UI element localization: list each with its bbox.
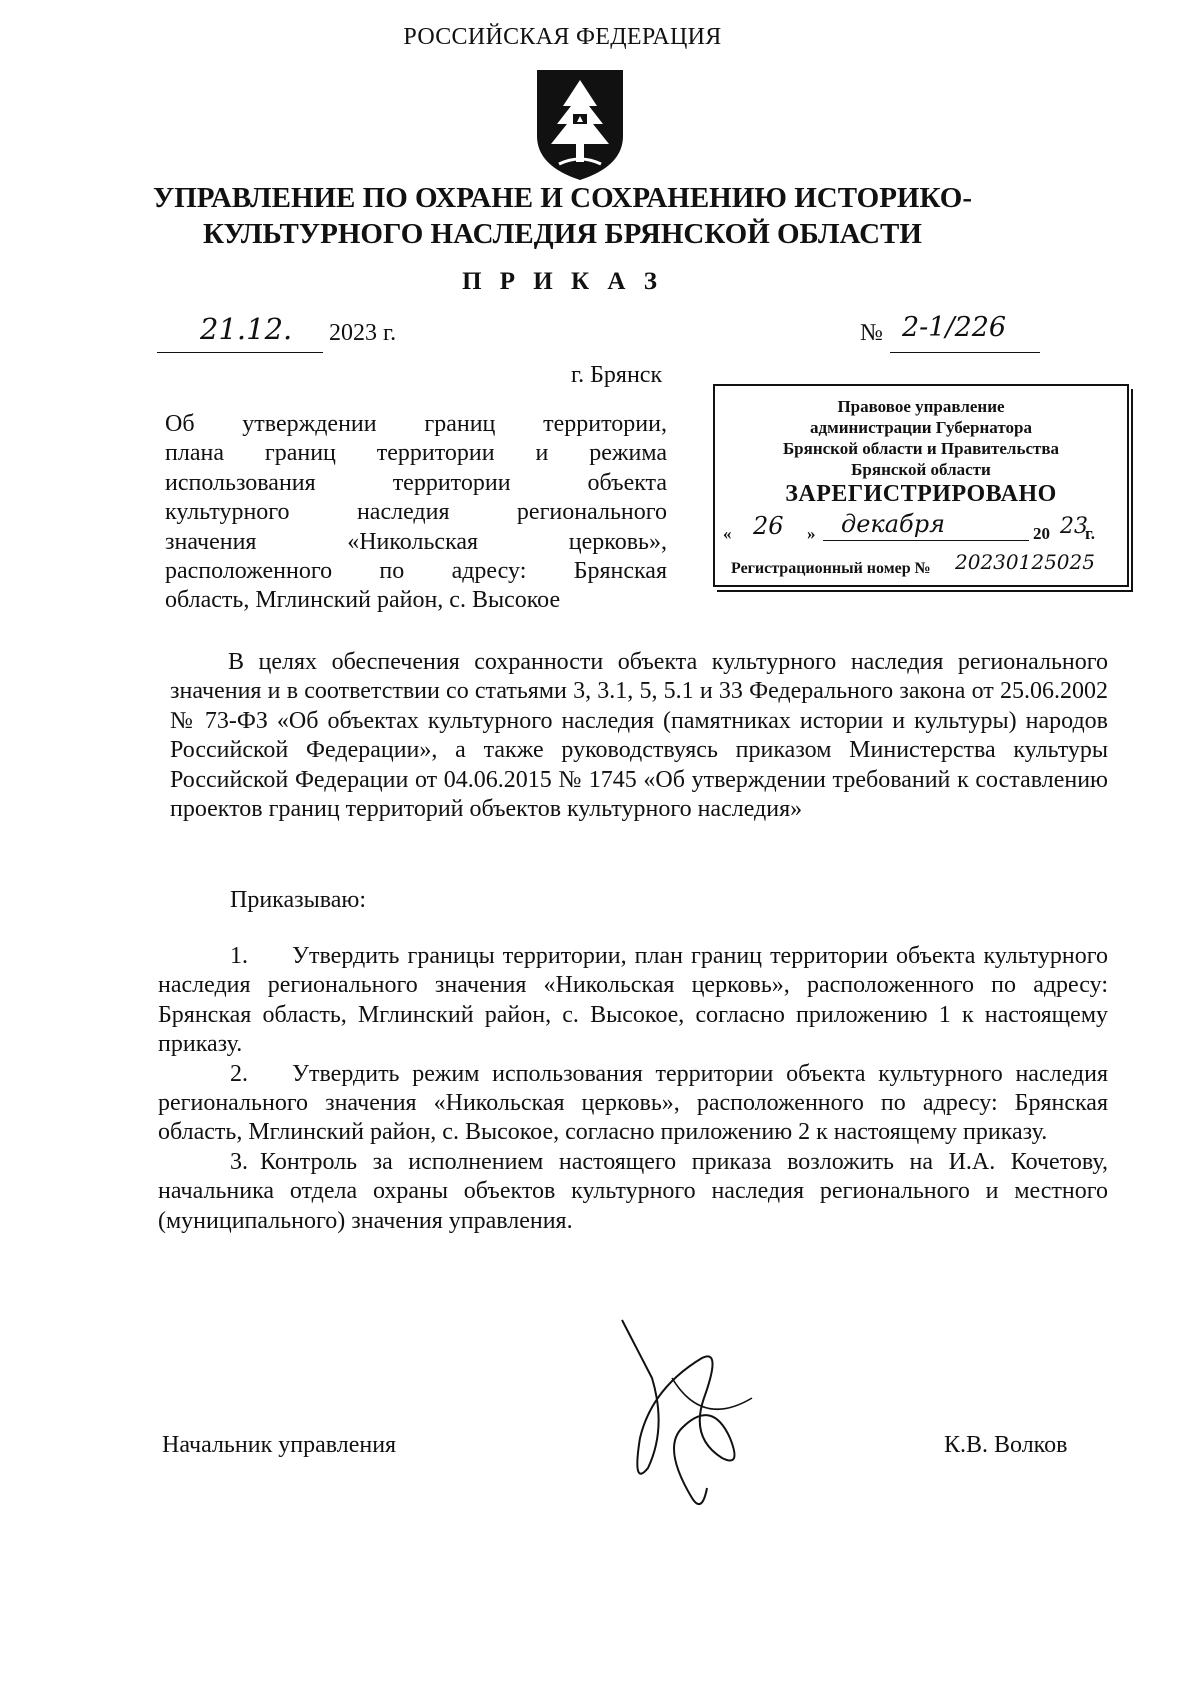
handwritten-signature-icon bbox=[612, 1318, 762, 1518]
document-type: П Р И К А З bbox=[462, 268, 663, 295]
order-item bbox=[158, 1148, 1108, 1236]
order-word: Приказываю: bbox=[230, 887, 366, 913]
subject-line: культурного наследия регионального bbox=[165, 499, 667, 526]
stamp-year: 23 bbox=[1060, 514, 1088, 539]
stamp-org-line: Правовое управление bbox=[837, 397, 1005, 416]
item-text: Контроль за исполнением настоящего приказа возложить на И.А. Кочетову, начальника отдела охраны объектов культурного наследия регионального и местного (муниципального) значения управления. bbox=[158, 1148, 1108, 1234]
organization-name bbox=[0, 180, 1125, 252]
order-date: 21.12. bbox=[200, 312, 293, 346]
stamp-quote-open: « bbox=[723, 524, 732, 543]
stamp-day: 26 bbox=[753, 512, 784, 540]
stamp-quote-close: » bbox=[807, 524, 816, 543]
stamp-date bbox=[723, 510, 1123, 546]
stamp-organization bbox=[715, 396, 1127, 480]
stamp-reg-number: 20230125025 bbox=[955, 550, 1095, 574]
subject-line: значения «Никольская церковь», bbox=[165, 528, 667, 555]
item-number: 2. bbox=[230, 1060, 248, 1087]
stamp-month-underline bbox=[823, 540, 1029, 541]
order-items bbox=[158, 942, 1108, 1236]
item-text: Утвердить границы территории, план границ территории объекта культурного наследия регионального значения «Никольская церковь», расположенного по адресу: Брянская область, Мглинский район, с. Высокое, согласно приложению 1 к настоящему приказу. bbox=[158, 943, 1108, 1058]
stamp-org-line: Брянской области bbox=[851, 460, 991, 479]
order-item bbox=[158, 1060, 1108, 1148]
country-header: РОССИЙСКАЯ ФЕДЕРАЦИЯ bbox=[403, 24, 722, 50]
order-subject bbox=[165, 410, 667, 616]
item-number: 1. bbox=[230, 943, 248, 969]
order-number-label: № bbox=[860, 320, 883, 346]
registration-stamp bbox=[713, 384, 1129, 587]
preamble-text: В целях обеспечения сохранности объекта культурного наследия регионального значения и в соответствии со статьями 3, 3.1, 5, 5.1 и 33 Федерального закона от 25.06.2002 № 73-ФЗ «Об объектах культурного наследия (памятниках истории и культуры) народов Российской Федерации», а также руководствуясь приказом Министерства культуры Российской Федерации от 04.06.2015 № 1745 «Об утверждении требований к составлению проектов границ территорий объектов культурного наследия» bbox=[170, 649, 1108, 823]
signatory-name: К.В. Волков bbox=[944, 1432, 1068, 1458]
signatory-title: Начальник управления bbox=[162, 1432, 397, 1458]
subject-line: Об утверждении границ территории, bbox=[165, 411, 667, 437]
subject-line: плана границ территории и режима bbox=[165, 440, 667, 467]
stamp-year-prefix: 20 bbox=[1033, 524, 1050, 543]
org-line-2: КУЛЬТУРНОГО НАСЛЕДИЯ БРЯНСКОЙ ОБЛАСТИ bbox=[203, 218, 922, 250]
preamble-paragraph bbox=[170, 648, 1108, 824]
item-number: 3. bbox=[230, 1148, 248, 1175]
stamp-registered-label: ЗАРЕГИСТРИРОВАНО bbox=[785, 481, 1057, 507]
org-line-1: УПРАВЛЕНИЕ ПО ОХРАНЕ И СОХРАНЕНИЮ ИСТОРИКО- bbox=[152, 182, 973, 214]
order-year: 2023 г. bbox=[329, 320, 397, 346]
subject-line: расположенного по адресу: Брянская bbox=[165, 558, 667, 585]
stamp-month: декабря bbox=[841, 510, 945, 538]
bryansk-coat-of-arms-icon bbox=[533, 66, 627, 184]
city: г. Брянск bbox=[571, 362, 663, 388]
item-text: Утвердить режим использования территории объекта культурного наследия регионального значения «Никольская церковь», расположенного по адресу: Брянская область, Мглинский район, с. Высокое, согласно приложению 2 к настоящему приказу. bbox=[158, 1060, 1108, 1146]
order-number: 2-1/226 bbox=[902, 312, 1007, 343]
stamp-reg-number-label: Регистрационный номер № bbox=[731, 560, 931, 577]
subject-line: использования территории объекта bbox=[165, 469, 667, 496]
order-item bbox=[158, 942, 1108, 1060]
stamp-org-line: администрации Губернатора bbox=[810, 418, 1032, 437]
stamp-org-line: Брянской области и Правительства bbox=[782, 439, 1060, 458]
subject-line: область, Мглинский район, с. Высокое bbox=[165, 587, 561, 614]
stamp-year-suffix: г. bbox=[1085, 524, 1096, 543]
